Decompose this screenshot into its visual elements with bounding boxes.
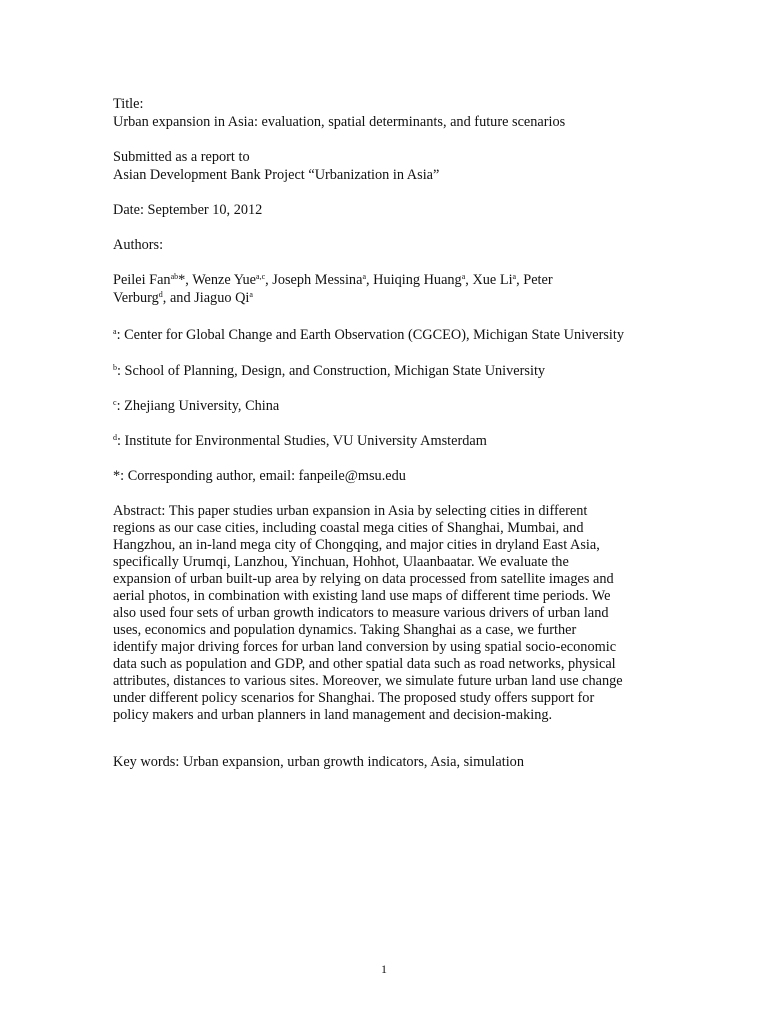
affiliation-mark: c xyxy=(113,398,117,407)
page-number: 1 xyxy=(381,962,387,976)
affiliation-a xyxy=(113,326,653,344)
author-affiliation-mark: a,c xyxy=(256,272,266,281)
abstract-line: uses, economics and population dynamics. Taking Shanghai as a case, we further xyxy=(113,622,577,638)
affiliation-c xyxy=(113,397,653,415)
author-name: Joseph Messina xyxy=(272,272,363,288)
author-affiliation-mark: d xyxy=(158,290,163,299)
affiliation-text: : Center for Global Change and Earth Observation (CGCEO), Michigan State University xyxy=(116,327,624,343)
abstract-paragraph xyxy=(113,503,653,724)
affiliation-d xyxy=(113,432,653,450)
author-list xyxy=(113,271,653,307)
affiliation-text: : School of Planning, Design, and Construction, Michigan State University xyxy=(117,363,546,379)
author-line-1 xyxy=(113,271,653,289)
abstract-line: regions as our case cities, including coastal mega cities of Shanghai, Mumbai, and xyxy=(113,520,584,536)
title-label: Title: xyxy=(113,96,144,112)
author-name: Wenze Yue xyxy=(192,272,257,288)
author-name: Verburg xyxy=(113,290,159,306)
author-affiliation-mark: a xyxy=(461,272,466,281)
date-line: Date: September 10, 2012 xyxy=(113,202,263,218)
keywords: Key words: Urban expansion, urban growth indicators, Asia, simulation xyxy=(113,754,524,770)
abstract-line: Hangzhou, an in-land mega city of Chongqing, and major cities in dryland East Asia, xyxy=(113,537,600,553)
author-affiliation-mark: a xyxy=(362,272,366,281)
author-name: Peilei Fan xyxy=(113,272,171,288)
author-affiliation-mark: ab xyxy=(170,272,179,281)
abstract-line: expansion of urban built-up area by relying on data processed from satellite images and xyxy=(113,571,614,587)
author-separator: , xyxy=(366,272,374,288)
affiliation-mark: b xyxy=(113,363,117,372)
authors-label: Authors: xyxy=(113,237,164,253)
abstract-line: specifically Urumqi, Lanzhou, Yinchuan, Hohhot, Ulaanbaatar. We evaluate the xyxy=(113,554,569,570)
author-separator: , xyxy=(465,272,473,288)
abstract-line: under different policy scenarios for Shanghai. The proposed study offers support for xyxy=(113,690,595,706)
abstract-line: attributes, distances to various sites. Moreover, we simulate future urban land use change xyxy=(113,673,623,689)
abstract-line: aerial photos, in combination with existing land use maps of different time periods. We xyxy=(113,588,611,604)
affiliation-b xyxy=(113,362,653,380)
submission-line-2: Asian Development Bank Project “Urbanization in Asia” xyxy=(113,167,440,183)
title-section xyxy=(113,95,653,131)
submission-section xyxy=(113,148,653,184)
affiliation-mark: a xyxy=(113,327,117,336)
author-separator: , xyxy=(265,272,273,288)
author-name: Xue Li xyxy=(472,272,513,288)
corresponding-author: *: Corresponding author, email: fanpeile@msu.edu xyxy=(113,468,406,484)
author-affiliation-mark: a xyxy=(512,272,517,281)
abstract-line: Abstract: This paper studies urban expansion in Asia by selecting cities in different xyxy=(113,503,588,519)
author-line-2 xyxy=(113,289,653,307)
affiliation-text: : Zhejiang University, China xyxy=(116,398,280,414)
abstract-line: identify major driving forces for urban land conversion by using spatial socio-economic xyxy=(113,639,617,655)
author-affiliation-mark: a xyxy=(249,290,253,299)
paper-title: Urban expansion in Asia: evaluation, spatial determinants, and future scenarios xyxy=(113,114,566,130)
author-name: Huiqing Huang xyxy=(373,272,462,288)
abstract-line: also used four sets of urban growth indicators to measure various drivers of urban land xyxy=(113,605,609,621)
affiliation-mark: d xyxy=(113,433,117,442)
author-separator: , Peter xyxy=(516,272,553,288)
abstract-line: policy makers and urban planners in land management and decision-making. xyxy=(113,707,553,723)
author-separator: , and Jiaguo Qi xyxy=(162,290,250,306)
affiliation-text: : Institute for Environmental Studies, VU University Amsterdam xyxy=(117,433,487,449)
abstract-line: data such as population and GDP, and other spatial data such as road networks, physical xyxy=(113,656,616,672)
submission-line-1: Submitted as a report to xyxy=(113,149,250,165)
author-separator: *, xyxy=(178,272,193,288)
